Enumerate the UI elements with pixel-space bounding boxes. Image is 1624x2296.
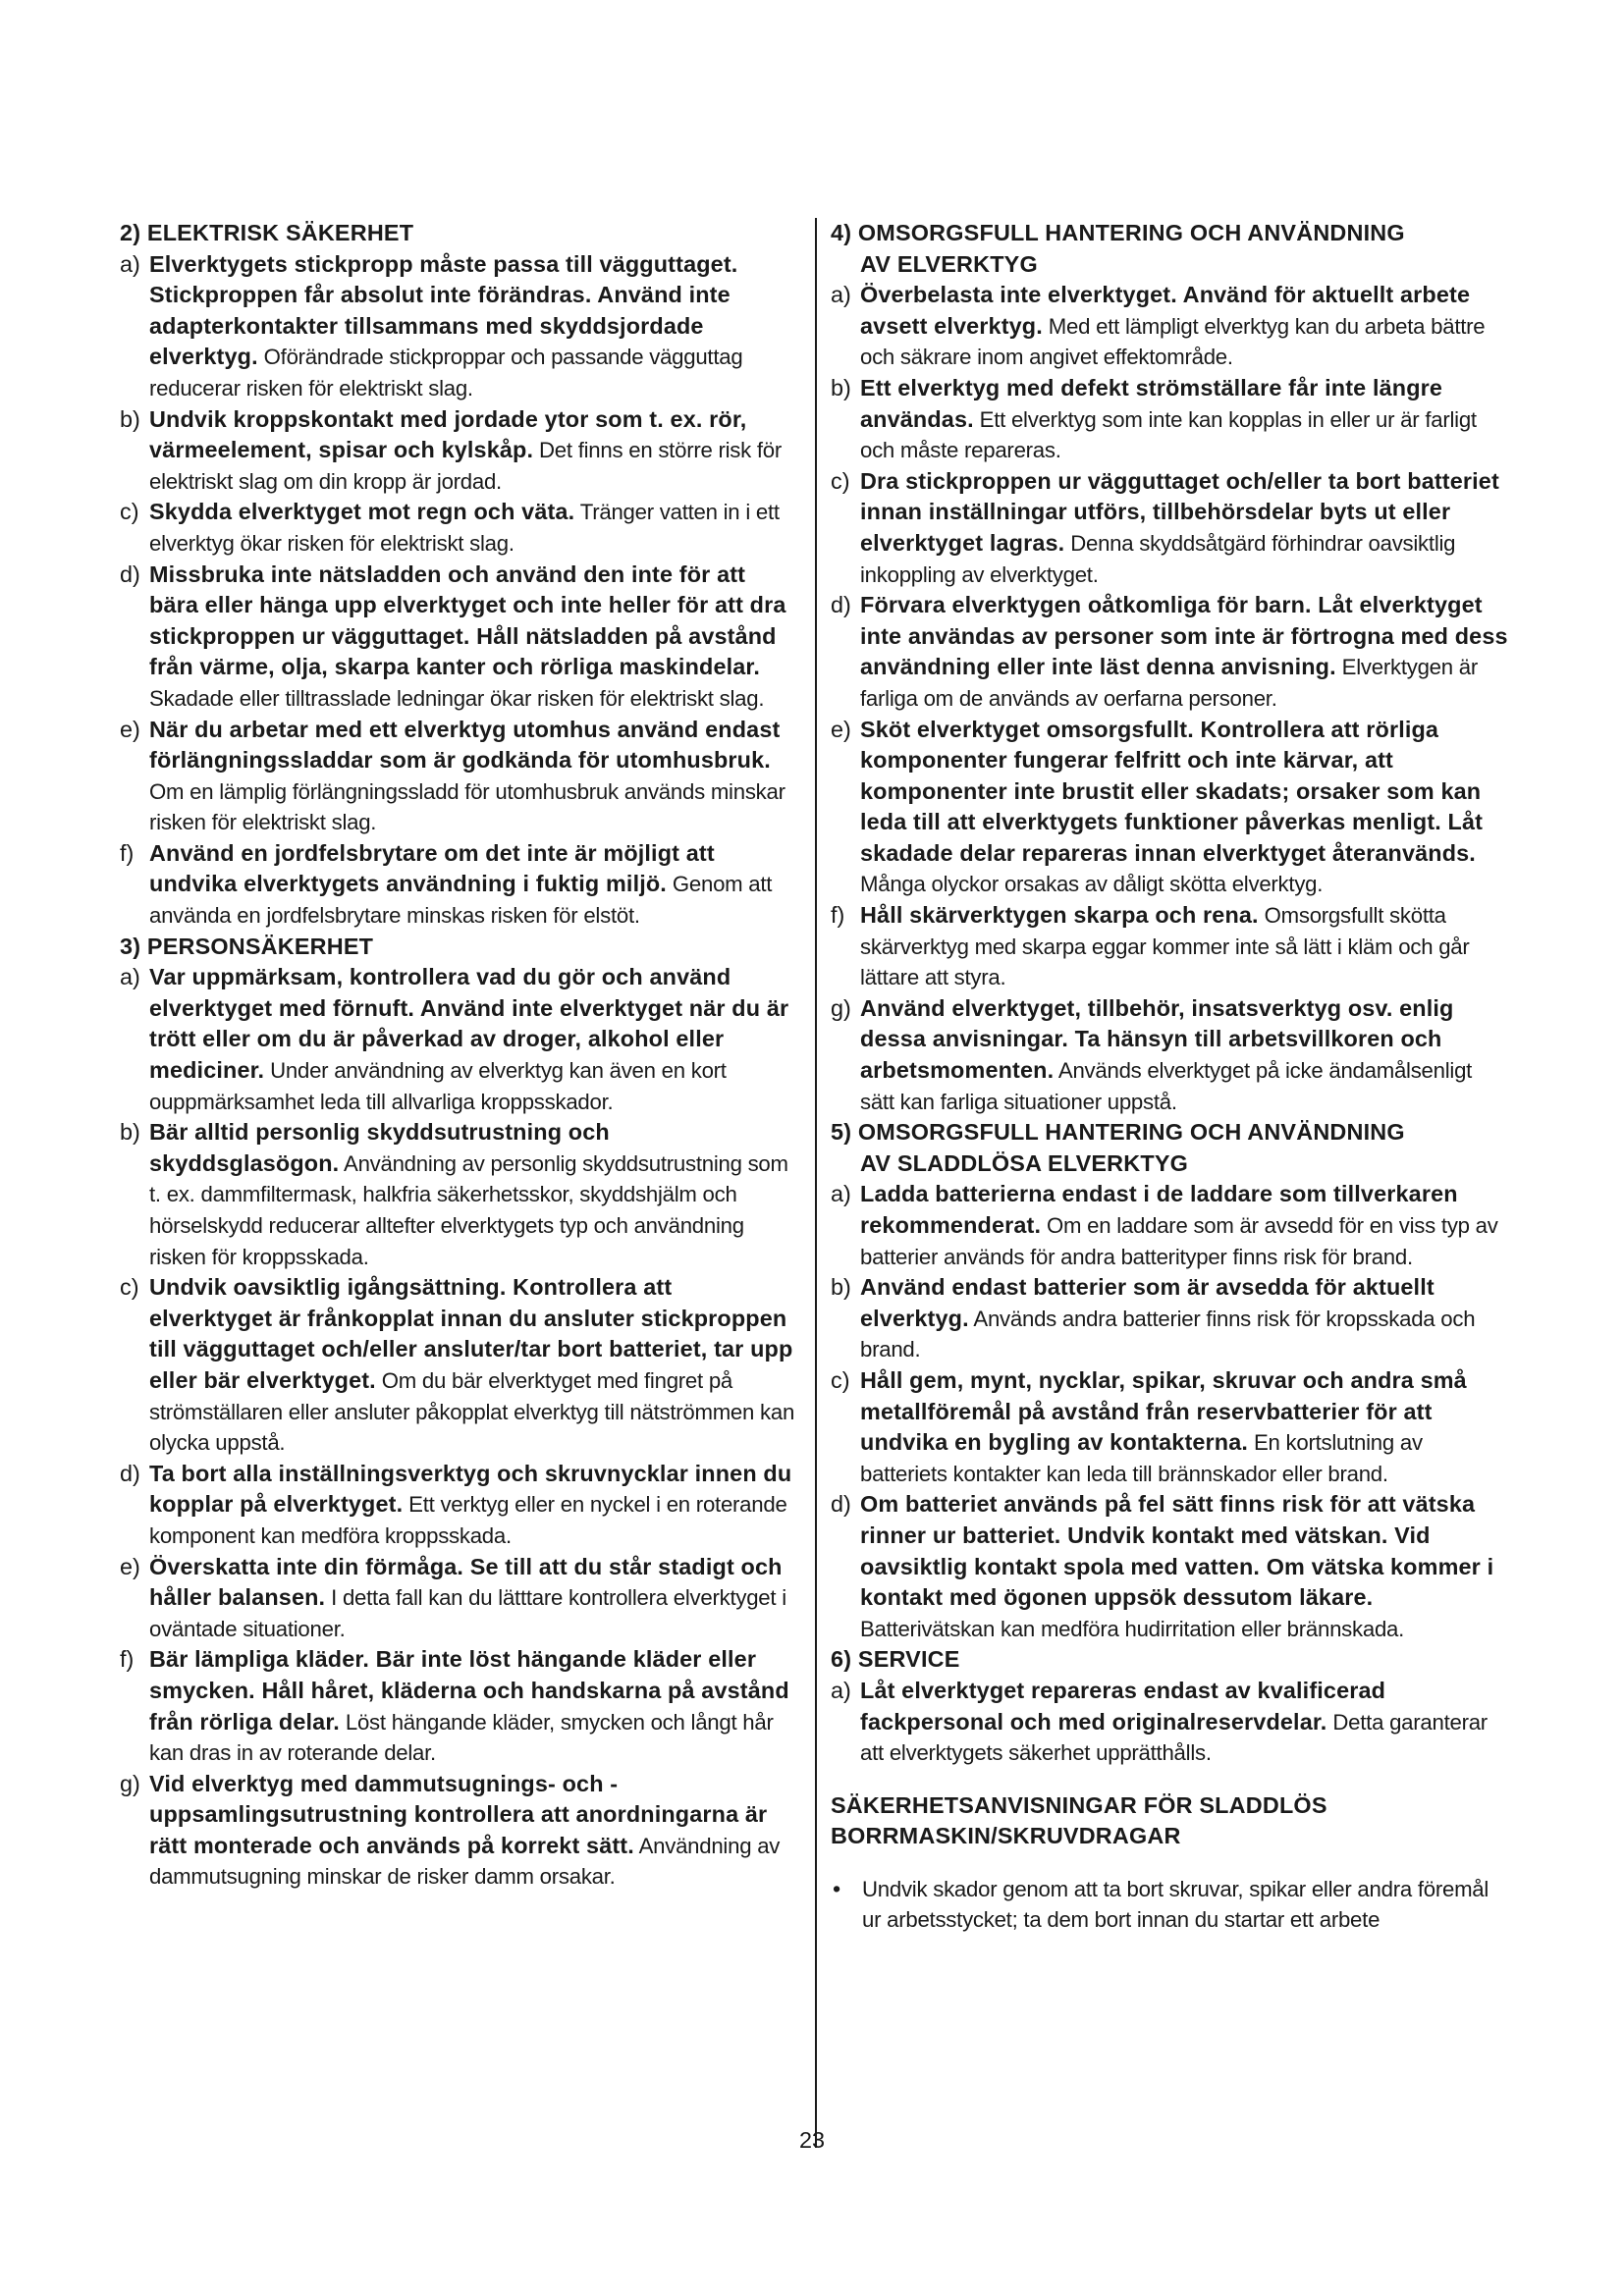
list-item: e) Överskatta inte din förmåga. Se till att du står stadigt och håller balansen. I detta fall kan du lätttare kontrollera elverktyget i oväntade situationer. [120,1553,786,1641]
list-item: a) Elverktygets stickpropp måste passa till vägguttaget. Stickproppen får absolut inte förändras. Använd inte adapterkontakter tillsammans med skyddsjordade elverktyg. Oförändrade stickproppar och passande vägguttag reducerar risken för elektriskt slag. [120,250,743,400]
list-item: d) Ta bort alla inställningsverktyg och skruvnycklar innen du kopplar på elverktyget. Ett verktyg eller en nyckel i en roterande komponent kan medföra kroppsskada. [120,1460,792,1548]
section-heading-service: 6) SERVICE [831,1646,960,1673]
page-number: 23 [798,2127,826,2153]
section-heading-cordless-tools: 5) OMSORGSFULL HANTERING OCH ANVÄNDNING AV SLADDLÖSA ELVERKTYG [831,1119,1405,1176]
list-item: a) Ladda batterierna endast i de laddare som tillverkaren rekommenderat. Om en laddare som är avsedd för en viss typ av batterier används för andra batterityper finns risk för brand. [831,1181,1498,1269]
right-column [831,218,1508,1936]
section-heading-electrical-safety: 2) ELEKTRISK SÄKERHET [120,220,414,245]
list-item: f) Håll skärverktygen skarpa och rena. Omsorgsfullt skötta skärverktyg med skarpa eggar kommer inte så lätt i kläm och går lättare att styra. [831,902,1470,990]
list-item: g) Använd elverktyget, tillbehör, insatsverktyg osv. enlig dessa anvisningar. Ta hänsyn till arbetsvillkoren och arbetsmomenten. Används elverktyget på icke ändamålsenligt sätt kan farliga situationer uppstå. [831,994,1473,1114]
list-item: c) Dra stickproppen ur vägguttaget och/eller ta bort batteriet innan inställningar utförs, tillbehörsdelar byts ut eller elverktyget lagras. Denna skyddsåtgärd förhindrar oavsiktlig inkoppling av elverktyget. [831,467,1499,587]
list-item: b) Undvik kroppskontakt med jordade ytor som t. ex. rör, värmeelement, spisar och kylskåp. Det finns en större risk för elektriskt slag om din kropp är jordad. [120,405,783,494]
left-column [120,218,799,1893]
list-item: a) Var uppmärksam, kontrollera vad du gör och använd elverktyget med förnuft. Använd inte elverktyget när du är trött eller om du är påverkad av droger, alkohol eller mediciner. Under användning av elverktyg kan även en kort ouppmärksamhet leda till allvarliga kroppsskador. [120,964,789,1114]
list-item: g) Vid elverktyg med dammutsugnings- och -uppsamlingsutrustning kontrollera att anordningarna är rätt monterade och används på korrekt sätt. Användning av dammutsugning minskar de risker damm orsakar. [120,1770,781,1890]
list-item: d) Om batteriet används på fel sätt finns risk för att vätska rinner ur batteriet. Undvik kontakt med vätskan. Vid oavsiktlig kontakt spola med vatten. Om vätska kommer i kontakt med ögonen uppsök dessutom läkare. Batterivätskan kan medföra hudirritation eller brännskada. [831,1491,1494,1641]
list-item: a) Överbelasta inte elverktyget. Använd för aktuellt arbete avsett elverktyg. Med ett lämpligt elverktyg kan du arbeta bättre och säkrare inom angivet effektområde. [831,282,1486,370]
list-item: c) Håll gem, mynt, nycklar, spikar, skruvar och andra små metallföremål på avstånd från reservbatterier för att undvika en bygling av kontakterna. En kortslutning av batteriets kontakter kan leda till brännskador eller brand. [831,1366,1467,1486]
column-divider [815,218,817,2148]
list-item: b) Ett elverktyg med defekt strömställare får inte längre användas. Ett elverktyg som inte kan kopplas in eller ur är farligt och måste repareras. [831,374,1477,463]
section-heading-personal-safety: 3) PERSONSÄKERHET [120,933,374,959]
list-item: f) Använd en jordfelsbrytare om det inte är möjligt att undvika elverktygets användning i fuktig miljö. Genom att använda en jordfelsbrytare minskas risken för elstöt. [120,839,773,929]
list-item: d) Förvara elverktygen oåtkomliga för barn. Låt elverktyget inte användas av personer som inte är förtrogna med dess användning eller inte läst denna anvisning. Elverktygen är farliga om de används av oerfarna personer. [831,592,1508,711]
list-item: b) Bär alltid personlig skyddsutrustning och skyddsglasögon. Användning av personlig skyddsutrustning som t. ex. dammfiltermask, halkfria säkerhetsskor, skyddshjälm och hörselskydd reducerar alltefter elverktygets typ och användning risken för kroppsskada. [120,1119,788,1269]
section-heading-tool-handling: 4) OMSORGSFULL HANTERING OCH ANVÄNDNING AV ELVERKTYG [831,220,1405,277]
section-heading-drill-safety: SÄKERHETSANVISNINGAR FÖR SLADDLÖS BORRMASKIN/SKRUVDRAGAR [831,1791,1327,1849]
list-item: d) Missbruka inte nätsladden och använd den inte för att bära eller hänga upp elverktyget och inte heller för att dra stickproppen ur vägguttaget. Håll nätsladden på avstånd från värme, olja, skarpa kanter och rörliga maskindelar. Skadade eller tilltrasslade ledningar ökar risken för elektriskt slag. [120,561,786,711]
list-item: e) När du arbetar med ett elverktyg utomhus använd endast förlängningssladdar som är godkända för utomhusbruk. Om en lämplig förlängningssladd för utomhusbruk används minskar risken för elektriskt slag. [120,716,785,835]
list-item: b) Använd endast batterier som är avsedda för aktuellt elverktyg. Används andra batterier finns risk för kropsskada och brand. [831,1274,1476,1362]
list-item: c) Undvik oavsiktlig igångsättning. Kontrollera att elverktyget är frånkopplat innan du ansluter stickproppen till vägguttaget och/eller ansluter/tar bort batteriet, tar upp eller bär elverktyget. Om du bär elverktyget med fingret på strömställaren eller ansluter påkopplat elverktyg till nätströmmen kan olycka uppstå. [120,1274,795,1456]
list-item: c) Skydda elverktyget mot regn och väta. Tränger vatten in i ett elverktyg ökar risken för elektriskt slag. [120,499,780,556]
list-item: e) Sköt elverktyget omsorgsfullt. Kontrollera att rörliga komponenter fungerar felfritt och inte kärvar, att komponenter inte brustit eller skadats; orsaker som kan leda till att elverktygets funktioner påverkas menligt. Låt skadade delar repareras innan elverktyget återanvänds. Många olyckor orsakas av dåligt skötta elverktyg. [831,716,1484,897]
bullet-icon: • [833,1875,841,1901]
list-item: f) Bär lämpliga kläder. Bär inte löst hängande kläder eller smycken. Håll håret, kläderna och handskarna på avstånd från rörliga delar. Löst hängande kläder, smycken och långt hår kan dras in av roterande delar. [120,1646,789,1766]
list-item: a) Låt elverktyget repareras endast av kvalificerad fackpersonal och med originalreservdelar. Detta garanterar att elverktygets säkerhet upprätthålls. [831,1677,1488,1766]
bullet-item: • Undvik skador genom att ta bort skruvar, spikar eller andra föremål ur arbetsstycket; ta dem bort innan du startar ett arbete [831,1874,1508,1936]
